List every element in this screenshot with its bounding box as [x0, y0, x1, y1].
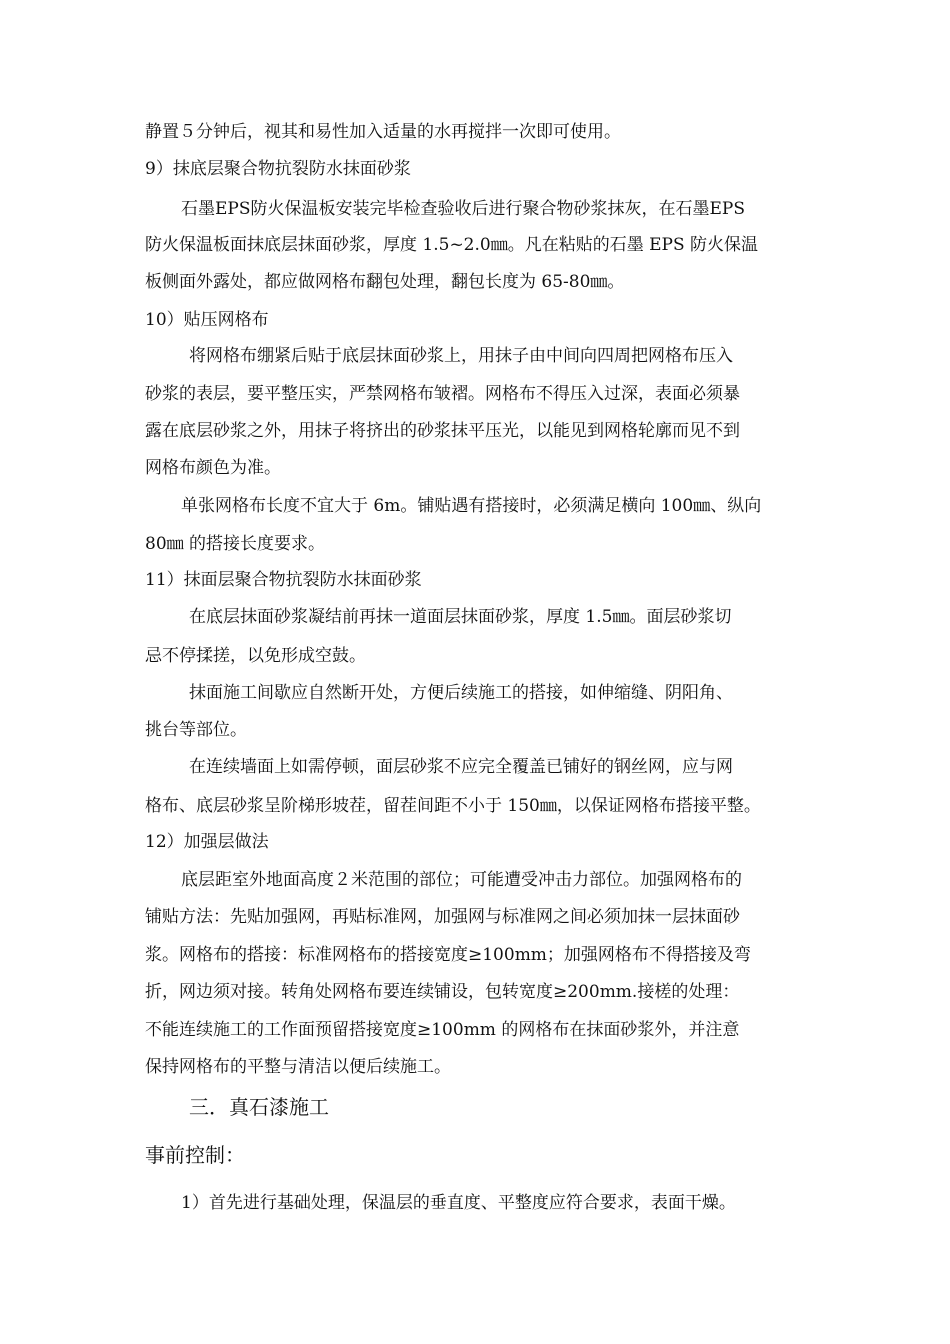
subheading: 事前控制： [145, 1143, 245, 1167]
paragraph-line: 石墨EPS防火保温板安装完毕检查验收后进行聚合物砂浆抹灰，在石墨EPS [181, 199, 745, 219]
paragraph-line: 静置５分钟后，视其和易性加入适量的水再搅拌一次即可使用。 [145, 122, 621, 142]
paragraph-line: 铺贴方法：先贴加强网，再贴标准网，加强网与标准网之间必须加抹一层抹面砂 [145, 907, 740, 927]
paragraph-line: 露在底层砂浆之外，用抹子将挤出的砂浆抹平压光，以能见到网格轮廓而见不到 [145, 421, 740, 441]
paragraph-line: 防火保温板面抹底层抹面砂浆，厚度 1.5~2.0㎜。凡在粘贴的石墨 EPS 防火保温 [145, 235, 759, 255]
section-heading-12: 12）加强层做法 [145, 832, 269, 852]
paragraph-line: 底层距室外地面高度２米范围的部位；可能遭受冲击力部位。加强网格布的 [181, 870, 742, 890]
paragraph-line: 砂浆的表层，要平整压实，严禁网格布皱褶。网格布不得压入过深，表面必须暴 [145, 384, 740, 404]
paragraph-line: 在连续墙面上如需停顿，面层砂浆不应完全覆盖已铺好的钢丝网，应与网 [189, 757, 733, 777]
paragraph-line: 不能连续施工的工作面预留搭接宽度≥100mm 的网格布在抹面砂浆外，并注意 [145, 1020, 740, 1040]
paragraph-line: 保持网格布的平整与清洁以便后续施工。 [145, 1057, 451, 1077]
section-heading-10: 10）贴压网格布 [145, 310, 269, 330]
paragraph-line: 在底层抹面砂浆凝结前再抹一道面层抹面砂浆，厚度 1.5㎜。面层砂浆切 [189, 607, 732, 627]
paragraph-line: 忌不停揉搓，以免形成空鼓。 [145, 646, 366, 666]
paragraph-line: 1）首先进行基础处理，保温层的垂直度、平整度应符合要求，表面干燥。 [181, 1193, 736, 1213]
paragraph-line: 80㎜ 的搭接长度要求。 [145, 534, 326, 554]
paragraph-line: 网格布颜色为准。 [145, 458, 281, 478]
paragraph-line: 格布、底层砂浆呈阶梯形坡茬，留茬间距不小于 150㎜，以保证网格布搭接平整。 [145, 796, 761, 816]
paragraph-line: 板侧面外露处，都应做网格布翻包处理，翻包长度为 65-80㎜。 [145, 272, 625, 292]
paragraph-line: 抹面施工间歇应自然断开处，方便后续施工的搭接，如伸缩缝、阴阳角、 [189, 683, 733, 703]
paragraph-line: 将网格布绷紧后贴于底层抹面砂浆上，用抹子由中间向四周把网格布压入 [189, 346, 733, 366]
section-heading-9: 9）抹底层聚合物抗裂防水抹面砂浆 [145, 159, 411, 179]
chapter-heading: 三．真石漆施工 [189, 1095, 329, 1119]
section-heading-11: 11）抹面层聚合物抗裂防水抹面砂浆 [145, 570, 422, 590]
paragraph-line: 单张网格布长度不宜大于 6m。铺贴遇有搭接时，必须满足横向 100㎜、纵向 [181, 496, 762, 516]
paragraph-line: 挑台等部位。 [145, 720, 247, 740]
paragraph-line: 浆。网格布的搭接：标准网格布的搭接宽度≥100mm；加强网格布不得搭接及弯 [145, 945, 751, 965]
paragraph-line: 折，网边须对接。转角处网格布要连续铺设，包转宽度≥200mm.接槎的处理： [145, 982, 740, 1002]
